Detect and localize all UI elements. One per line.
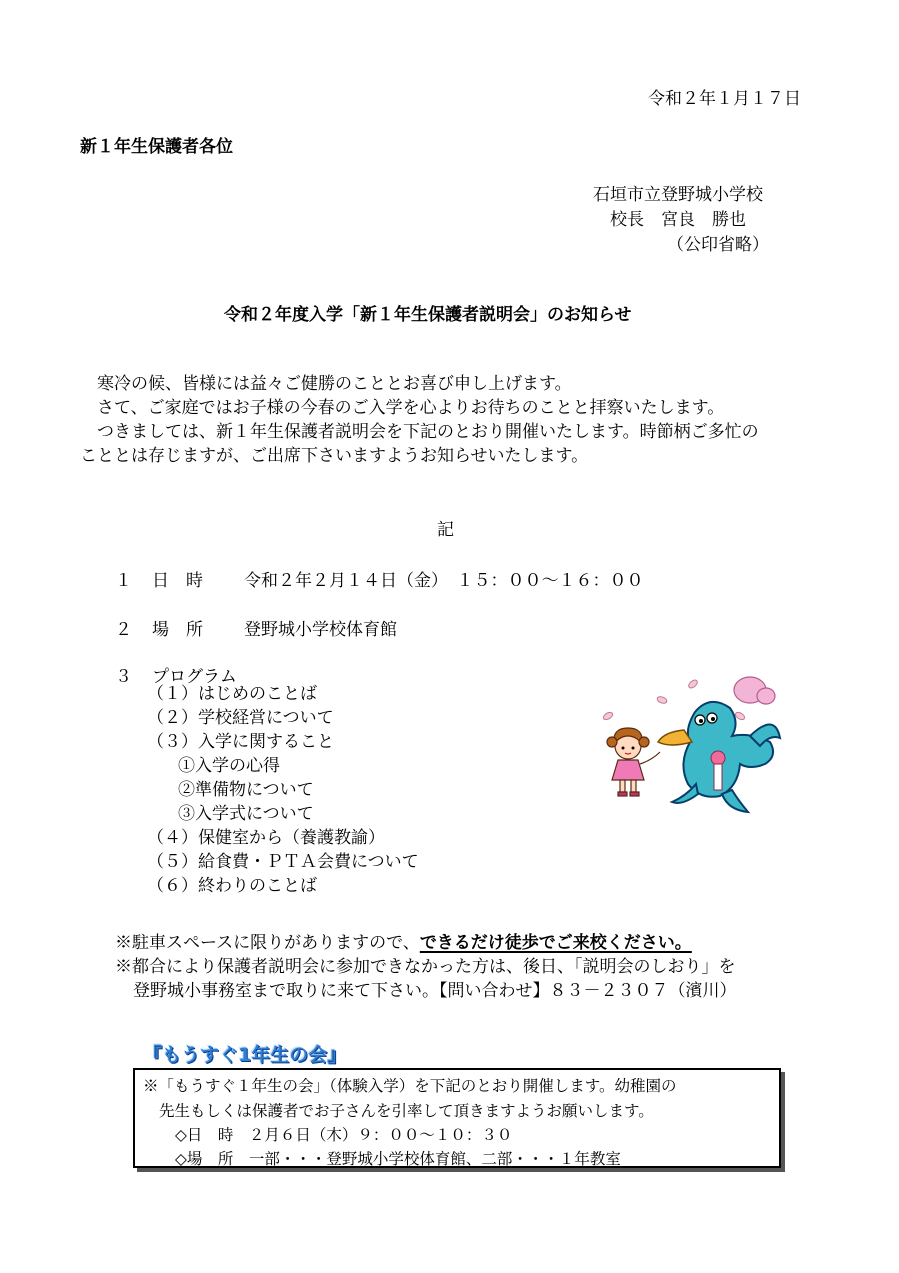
body-line-3: つきましては、新１年生保護者説明会を下記のとおり開催いたします。時節柄ご多忙の — [97, 422, 759, 442]
ki-heading: 記 — [437, 520, 454, 540]
parking-note-emphasis: できるだけ徒歩でご来校ください。 — [419, 933, 692, 953]
program-entry: （２）学校経営について — [147, 708, 334, 728]
program-subentry: ②準備物について — [178, 780, 314, 800]
document-date: 令和２年１月１７日 — [648, 89, 801, 109]
program-entry: （５）給食費・ＰＴＡ会費について — [147, 852, 419, 872]
item-program-label: プログラム — [152, 667, 237, 687]
body-line-4: こととは存じますが、ご出席下さいますようお知らせいたします。 — [80, 446, 589, 466]
item-place-label: 場 所 — [152, 620, 203, 640]
document-title: 令和２年度入学「新１年生保護者説明会」のお知らせ — [224, 305, 632, 325]
program-list — [147, 682, 419, 898]
item-datetime-label: 日 時 — [152, 571, 203, 591]
event-info-box — [133, 1068, 781, 1168]
program-subentry: ③入学式について — [178, 804, 314, 824]
event-line-3: ◇日 時 ２月６日（木）９：００～１０：３０ — [175, 1126, 513, 1144]
recipient: 新１年生保護者各位 — [80, 137, 233, 157]
program-entry: （３）入学に関すること — [147, 732, 334, 752]
program-entry: （６）終わりのことば — [147, 876, 317, 896]
item-place-num: ２ — [115, 620, 132, 640]
program-subentry: ①入学の心得 — [178, 756, 280, 776]
item-place-value: 登野城小学校体育館 — [244, 620, 397, 640]
absence-note-line-1: ※都合により保護者説明会に参加できなかった方は、後日、「説明会のしおり」を — [115, 957, 736, 977]
program-entry: （４）保健室から（養護教諭） — [147, 828, 385, 848]
event-banner-title: 『もうすぐ1年生の会』 — [143, 1044, 347, 1066]
body-line-2: さて、ご家庭ではお子様の今春のご入学を心よりお待ちのことと拝察いたします。 — [97, 398, 725, 418]
mascot-bird-and-girl-illustration — [600, 672, 785, 822]
event-line-4: ◇場 所 一部・・・登野城小学校体育館、二部・・・１年教室 — [175, 1150, 621, 1168]
body-line-1: 寒冷の候、皆様には益々ご健勝のこととお喜び申し上げます。 — [97, 374, 572, 394]
seal-omitted-note: （公印省略） — [667, 235, 769, 255]
absence-note-line-2: 登野城小事務室まで取りに来て下さい。【問い合わせ】８３－２３０７（濱川） — [133, 981, 737, 1001]
sender-school: 石垣市立登野城小学校 — [593, 185, 763, 205]
event-line-1: ※「もうすぐ１年生の会」（体験入学）を下記のとおり開催します。幼稚園の — [143, 1077, 677, 1095]
parking-note-prefix: ※駐車スペースに限りがありますので、 — [115, 933, 420, 953]
item-datetime-num: １ — [115, 571, 132, 591]
event-line-2: 先生もしくは保護者でお子さんを引率して頂きますようお願いします。 — [159, 1102, 654, 1120]
item-datetime-value: 令和２年２月１４日（金） １５：００～１６：００ — [244, 571, 644, 591]
item-program-num: ３ — [115, 667, 132, 687]
program-entry: （１）はじめのことば — [147, 684, 317, 704]
parking-note — [115, 928, 692, 953]
sender-principal: 校長 宮良 勝也 — [610, 210, 746, 230]
